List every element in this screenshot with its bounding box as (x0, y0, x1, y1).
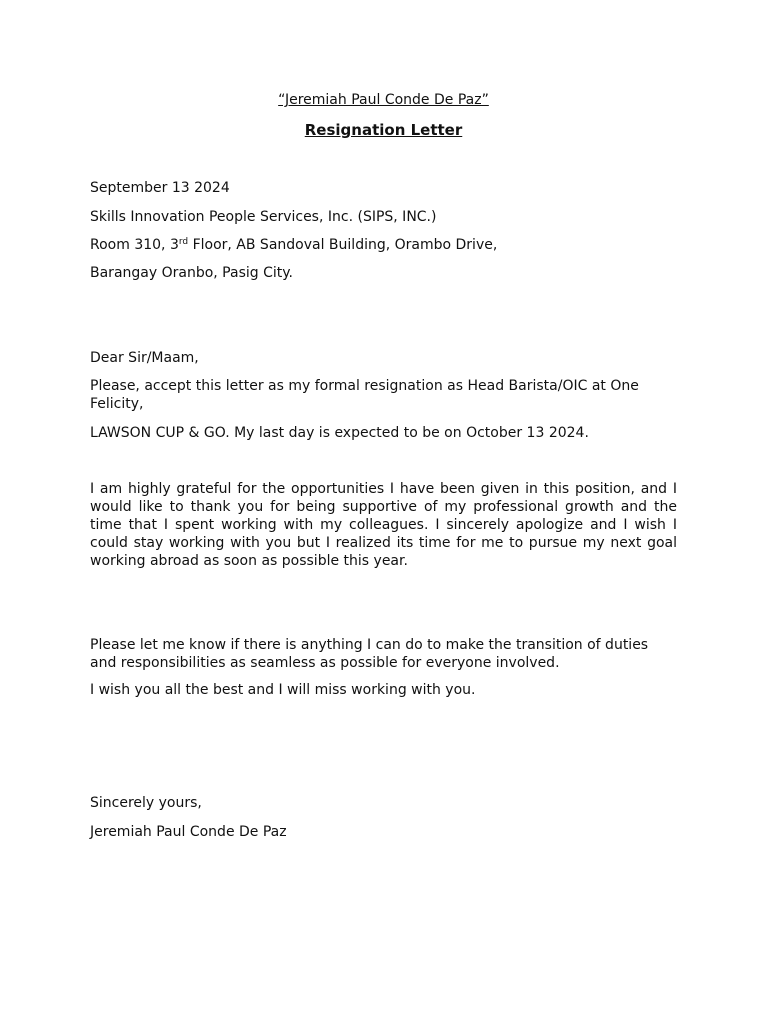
paragraph-transition: Please let me know if there is anything I can do to make the transition of duties and responsibilities as seamless as possible for everyone involved. (90, 637, 649, 671)
salutation: Dear Sir/Maam, (90, 350, 199, 366)
recipient-address-line1 (90, 236, 677, 254)
recipient-company: Skills Innovation People Services, Inc. (SIPS, INC.) (90, 209, 437, 225)
paragraph-gratitude: I am highly grateful for the opportunities I have been given in this position, and I would like to thank you for being supportive of my professional growth and the time that I spent working with my colleagues. I sincerely apologize and I wish I could stay working with you but I realized its time for me to pursue my next goal working abroad as soon as possible this year. (90, 481, 677, 569)
paragraph-wishes: I wish you all the best and I will miss working with you. (90, 682, 476, 698)
header-name: “Jeremiah Paul Conde De Paz” (278, 92, 489, 108)
address-ordinal-suffix: rd (178, 237, 189, 247)
letter-date: September 13 2024 (90, 180, 230, 196)
letter-page (90, 0, 677, 1024)
page-title: Resignation Letter (304, 121, 463, 139)
recipient-address-line2: Barangay Oranbo, Pasig City. (90, 265, 293, 281)
paragraph-resignation: Please, accept this letter as my formal resignation as Head Barista/OIC at One Felicity, (90, 378, 639, 412)
address-line1-end: Floor, AB Sandoval Building, Orambo Drive, (188, 237, 498, 253)
address-line1-start: Room 310, 3 (90, 237, 179, 253)
valediction: Sincerely yours, (90, 795, 202, 811)
paragraph-last-day: LAWSON CUP & GO. My last day is expected to be on October 13 2024. (90, 425, 589, 441)
signature-name: Jeremiah Paul Conde De Paz (90, 824, 287, 840)
